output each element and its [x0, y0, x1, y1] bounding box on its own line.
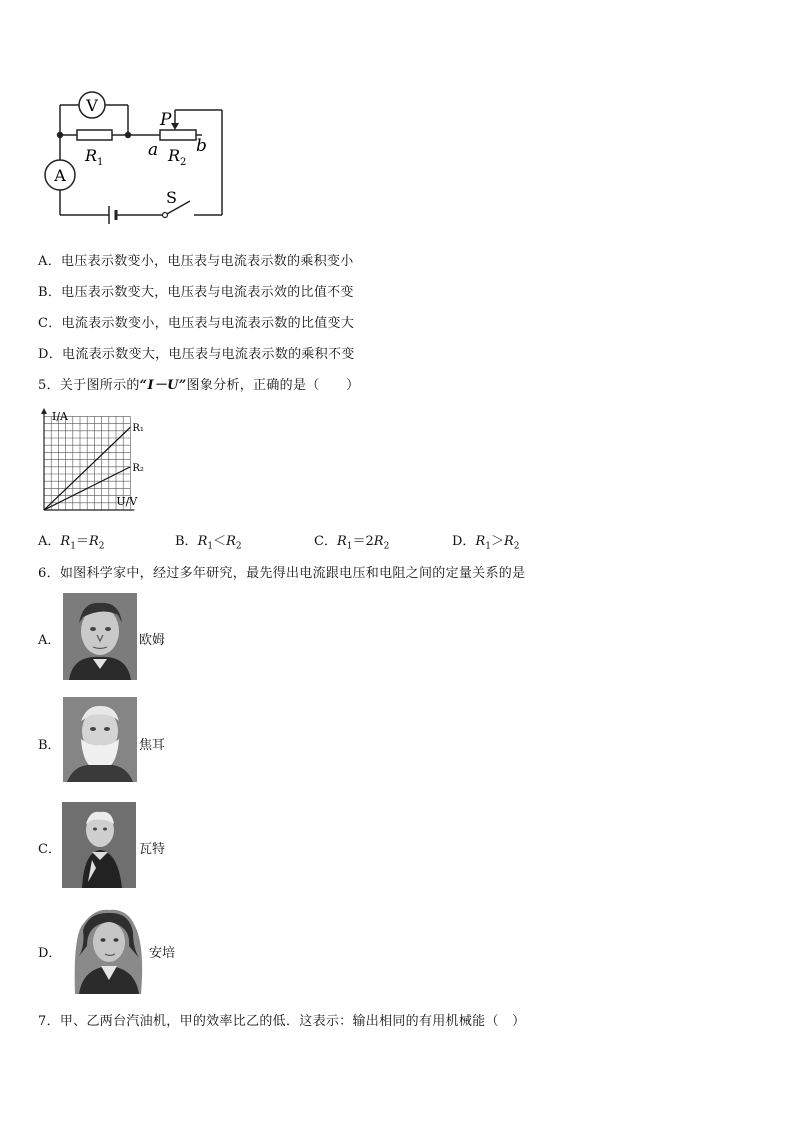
- ammeter-label: A: [54, 166, 66, 185]
- q6-stem: 6．如图科学家中，经过多年研究，最先得出电流跟电压和电阻之间的定量关系的是: [38, 566, 526, 581]
- y-axis-label: I/A: [52, 410, 68, 423]
- q4-option-b: B．电压表示数变大，电压表与电流表示效的比值不变: [38, 285, 354, 300]
- circuit-diagram: [30, 85, 240, 225]
- end-a-label: a: [148, 140, 159, 160]
- q5-option-b: B．$R_1<R_2$: [175, 534, 242, 552]
- junction-left: [57, 132, 63, 138]
- q6-option-c-letter: C．: [38, 842, 61, 857]
- portrait-ohm-image: [63, 593, 137, 680]
- q4-option-c: C．电流表示数变小，电压表与电流表示数的比值变大: [38, 316, 355, 331]
- q6-option-b-name: 焦耳: [139, 738, 166, 753]
- iu-graph: [30, 408, 170, 520]
- q5-option-a: A．$R_1=R_2$: [38, 534, 105, 552]
- q5-option-d: D．$R_1>R_2$: [452, 534, 520, 552]
- portrait-ampere-image: [69, 906, 146, 996]
- slider-arrow: [171, 123, 179, 130]
- series-label-2: R₂: [132, 462, 144, 474]
- q5-option-c: C．$R_1=2R_2$: [314, 534, 390, 552]
- q4-option-a: A．电压表示数变小，电压表与电流表示数的乘积变小: [38, 254, 354, 269]
- q6-option-a-name: 欧姆: [139, 633, 166, 648]
- q6-option-a-letter: A．: [38, 633, 61, 648]
- r2-label: $R_2$: [168, 146, 187, 168]
- voltmeter-label: V: [86, 96, 98, 115]
- q4-option-d: D．电流表示数变大，电压表与电流表示数的乘积不变: [38, 347, 355, 362]
- portrait-watt-image: [62, 802, 136, 888]
- end-b-label: b: [196, 136, 207, 156]
- chart-axes: [41, 408, 138, 510]
- junction-right: [125, 132, 131, 138]
- portrait-joule-image: [63, 697, 137, 782]
- q6-option-d-name: 安培: [149, 946, 176, 961]
- resistor-r1: [77, 130, 112, 140]
- q7-stem: 7．甲、乙两台汽油机，甲的效率比乙的低．这表示：输出相同的有用机械能（ ）: [38, 1014, 526, 1029]
- slider-label: P: [160, 110, 172, 130]
- y-axis-arrow: [41, 408, 47, 414]
- q6-option-b-letter: B．: [38, 738, 61, 753]
- q6-option-c-name: 瓦特: [139, 842, 166, 857]
- switch-pivot: [163, 213, 168, 218]
- series-label-1: R₁: [132, 423, 144, 435]
- r1-label: $R_1$: [85, 146, 104, 168]
- switch-label: S: [166, 188, 177, 207]
- x-axis-label: U/V: [116, 495, 138, 508]
- rheostat-r2: [160, 130, 196, 140]
- q5-stem: 5．关于图所示的“I－U”图象分析，正确的是（ ）: [38, 378, 360, 393]
- q6-option-d-letter: D．: [38, 946, 62, 961]
